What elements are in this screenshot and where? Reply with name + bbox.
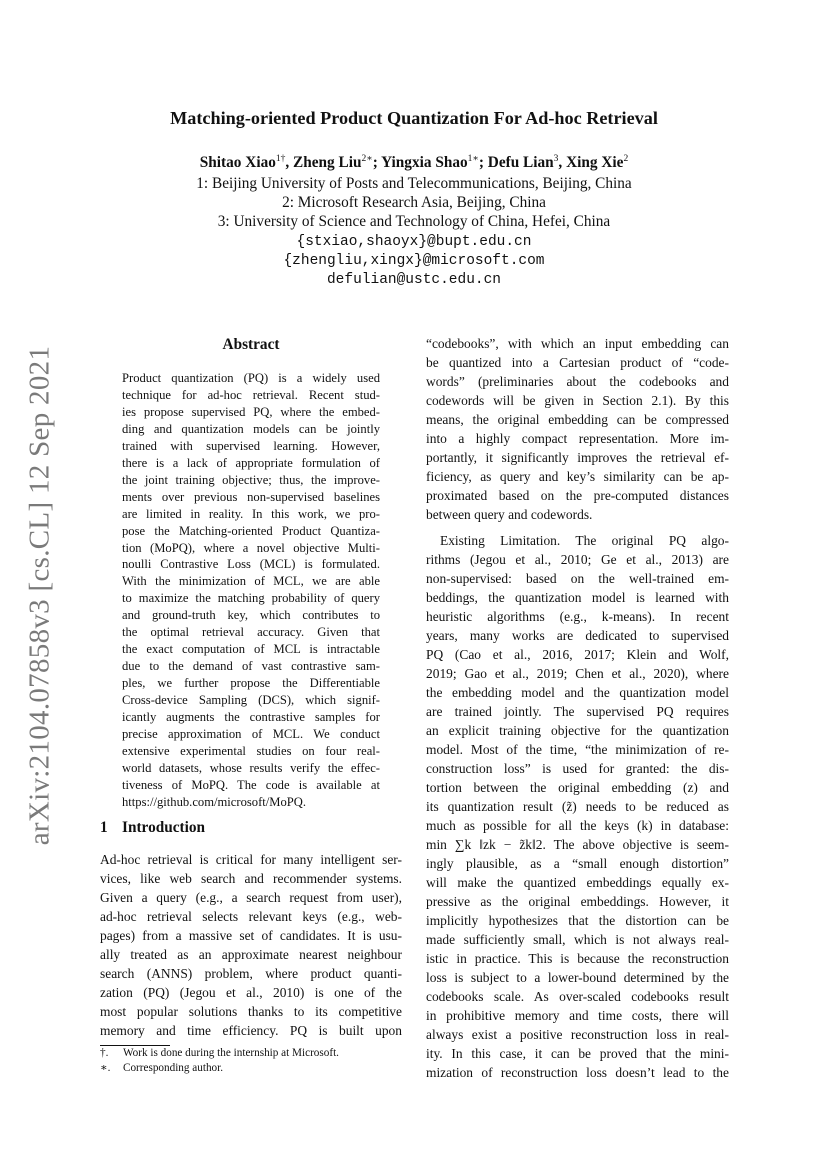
text-line: Given a query (e.g., a search request from user), xyxy=(100,890,402,905)
author-mark: 1∗ xyxy=(467,154,479,164)
text-line: the joint training objective; thus, the improve- xyxy=(122,472,380,487)
text-line: always exist a positive reconstruction loss in real- xyxy=(426,1027,729,1042)
text-line: its quantization result (z̃) needs to be reduced as xyxy=(426,799,729,814)
text-line: “codebooks”, with which an input embedding can xyxy=(426,336,729,351)
text-line: the embedding model and the quantization model xyxy=(426,685,729,700)
author-name: Defu Lian xyxy=(487,154,554,172)
text-line: will make the quantized embeddings equally ex- xyxy=(426,875,729,890)
text-line: pages) from a massive set of candidates. It is usu- xyxy=(100,928,402,943)
text-line: technique for ad-hoc retrieval. Recent stud- xyxy=(122,387,380,402)
affiliation: 1: Beijing University of Posts and Telecommunications, Beijing, China xyxy=(196,175,632,192)
section-number: 1 xyxy=(100,819,108,836)
text-line: are limited in reality. In this work, we pro- xyxy=(122,506,380,521)
text-line: ding and quantization models can be jointly xyxy=(122,421,380,436)
author-mark: 2 xyxy=(623,154,629,164)
footnote-mark: ∗. xyxy=(100,1062,111,1074)
text-line: icantly augments the contrastive samples for xyxy=(122,710,380,725)
author-name: Shitao Xiao xyxy=(199,154,276,172)
text-line: an explicit training objective for the quantization xyxy=(426,723,729,738)
text-line: codewords will be given in Section 2.1). By this xyxy=(426,393,729,408)
author-mark: 3 xyxy=(553,154,559,164)
text-line: tortion between the original embedding (z) and xyxy=(426,780,729,795)
text-line: in prohibitive memory and time costs, there will xyxy=(426,1008,729,1023)
text-line: and ground-truth key, which contributes to xyxy=(122,608,380,623)
intro-body xyxy=(100,850,402,1040)
text-line: ments over previous non-supervised baselines xyxy=(122,489,380,504)
text-line: ies propose supervised PQ, where the embed- xyxy=(122,404,380,419)
text-line: tion (MoPQ), where a novel objective Multi- xyxy=(122,540,380,555)
author-name: Zheng Liu xyxy=(293,154,362,172)
paper-title: Matching-oriented Product Quantization For Ad-hoc Retrieval xyxy=(170,108,658,128)
text-line: model. Most of the time, “the minimization of re- xyxy=(426,742,729,757)
email[interactable]: {stxiao,shaoyx}@bupt.edu.cn xyxy=(296,234,532,250)
text-line: With the minimization of MCL, we are able xyxy=(122,574,380,589)
text-line: implicitly hypothesizes that the distortion can be xyxy=(426,913,729,928)
abstract-body xyxy=(122,370,380,811)
right-column-body xyxy=(426,334,729,1082)
affiliation: 2: Microsoft Research Asia, Beijing, China xyxy=(282,194,546,211)
author-name: Xing Xie xyxy=(566,154,624,172)
text-line: ad-hoc retrieval selects relevant keys (e.g., web- xyxy=(100,909,402,924)
text-line: years, many works are dedicated to supervised xyxy=(426,628,729,643)
footnote-text: Corresponding author. xyxy=(123,1062,224,1074)
text-line: beddings, the quantization model is learned with xyxy=(426,590,729,605)
text-line: search (ANNS) problem, where product quanti- xyxy=(100,966,402,981)
text-line: into a highly compact representation. More im- xyxy=(426,431,729,446)
author-mark: 2∗ xyxy=(361,154,373,164)
text-line: istic in practice. This is because the reconstruction xyxy=(426,951,729,966)
text-line: trained with supervised learning. However, xyxy=(122,438,380,453)
text-line: Cross-device Sampling (DCS), which signif- xyxy=(122,693,380,708)
text-line: tiveness of MoPQ. The code is available at xyxy=(122,777,380,792)
text-line: words” (preliminaries about the codebooks and xyxy=(426,374,729,389)
text-line: are trained jointly. The supervised PQ requires xyxy=(426,704,729,719)
footnote xyxy=(100,1047,339,1059)
text-line: non-supervised: based on the well-trained em- xyxy=(426,571,729,586)
text-line: pose the Matching-oriented Product Quantiza- xyxy=(122,523,380,538)
text-line: ally treated as an approximate nearest neighbour xyxy=(100,947,402,962)
email[interactable]: defulian@ustc.edu.cn xyxy=(326,272,502,288)
text-line: made sufficiently small, which is not always real- xyxy=(426,932,729,947)
footnote-text: Work is done during the internship at Microsoft. xyxy=(123,1047,339,1059)
text-line: most popular solutions thanks to its competitive xyxy=(100,1004,402,1019)
text-line: much as possible for all the keys (k) in database: xyxy=(426,818,729,833)
text-line: portantly, it significantly improves the retrieval ef- xyxy=(426,450,729,465)
text-line: Product quantization (PQ) is a widely used xyxy=(122,371,380,385)
footnote-mark: †. xyxy=(100,1047,109,1059)
text-line: proximated based on the pre-computed distances xyxy=(426,488,729,503)
text-line: ples, we further propose the Differentiable xyxy=(122,676,380,691)
abstract-heading: Abstract xyxy=(222,336,280,353)
author-name: Yingxia Shao xyxy=(381,154,468,172)
text-line: the exact computation of MCL is intractable xyxy=(122,642,380,657)
text-line: extensive experimental studies on four real- xyxy=(122,743,380,758)
text-line: pressive as the original embeddings. However, it xyxy=(426,894,729,909)
text-line: loss is subject to a lower-bound determined by the xyxy=(426,970,729,985)
footnote-rule xyxy=(100,1045,170,1046)
author-mark: 1† xyxy=(275,154,286,164)
text-line: between query and codewords. xyxy=(426,507,593,522)
text-line: construction loss” is used for granted: the dis- xyxy=(426,761,729,776)
text-line: Ad-hoc retrieval is critical for many intelligent ser- xyxy=(100,852,402,867)
code-link[interactable]: https://github.com/microsoft/MoPQ. xyxy=(122,794,307,809)
text-line: to maximize the matching probability of query xyxy=(122,591,380,606)
text-line: ity. In this case, it can be proved that the mini- xyxy=(426,1046,729,1061)
email[interactable]: {zhengliu,xingx}@microsoft.com xyxy=(283,253,545,269)
footnote xyxy=(100,1061,223,1074)
text-line: memory and time efficiency. PQ is built upon xyxy=(100,1023,402,1038)
text-line: precise approximation of MCL. We conduct xyxy=(122,727,380,742)
text-line: 2019; Gao et al., 2019; Chen et al., 2020), where xyxy=(426,666,729,681)
affiliation: 3: University of Science and Technology of China, Hefei, China xyxy=(217,213,611,230)
author-list: Shitao Xiao$^{1\dagger}$, Zheng Liu$^{2∗}$; Yingxia Shao$^{1∗}$; Defu Lian$^3$, Xing Xie$^2$ xyxy=(199,154,629,172)
text-line: codebooks scale. As over-scaled codebooks result xyxy=(426,989,729,1004)
section-title: Introduction xyxy=(122,819,206,836)
equation-line: min ∑k ‖zk − z̃k‖2. The above objective is seem- xyxy=(426,837,729,852)
text-line: PQ (Cao et al., 2016, 2017; Klein and Wolf, xyxy=(426,647,729,662)
text-line: heuristic algorithms (e.g., k-means). In recent xyxy=(426,609,729,624)
paragraph-lead: Existing Limitation. The original PQ algo- xyxy=(440,533,729,548)
text-line: zation (PQ) (Jegou et al., 2010) is one of the xyxy=(100,985,402,1000)
text-line: means, the original embedding can be compressed xyxy=(426,412,729,427)
text-line: world datasets, whose results verify the effec- xyxy=(122,760,380,775)
text-line: be quantized into a Cartesian product of “code- xyxy=(426,355,729,370)
text-line: ficiency, as query and key’s similarity can be ap- xyxy=(426,469,729,484)
text-line: rithms (Jegou et al., 2010; Ge et al., 2013) are xyxy=(426,552,729,567)
text-line: the optimal retrieval accuracy. Given that xyxy=(122,625,380,640)
text-line: vices, like web search and recommender systems. xyxy=(100,871,402,886)
text-line: due to the demand of vast contrastive sam- xyxy=(122,659,380,674)
text-line: noulli Contrastive Loss (MCL) is formulated. xyxy=(122,557,380,572)
section-heading xyxy=(100,819,205,837)
text-line: there is a lack of appropriate formulation of xyxy=(122,455,380,470)
arxiv-identifier: arXiv:2104.07858v3 [cs.CL] 12 Sep 2021 xyxy=(23,345,56,846)
text-line: mization of reconstruction loss doesn’t lead to the xyxy=(426,1065,729,1080)
text-line: ingly plausible, as a “small enough distortion” xyxy=(426,856,729,871)
